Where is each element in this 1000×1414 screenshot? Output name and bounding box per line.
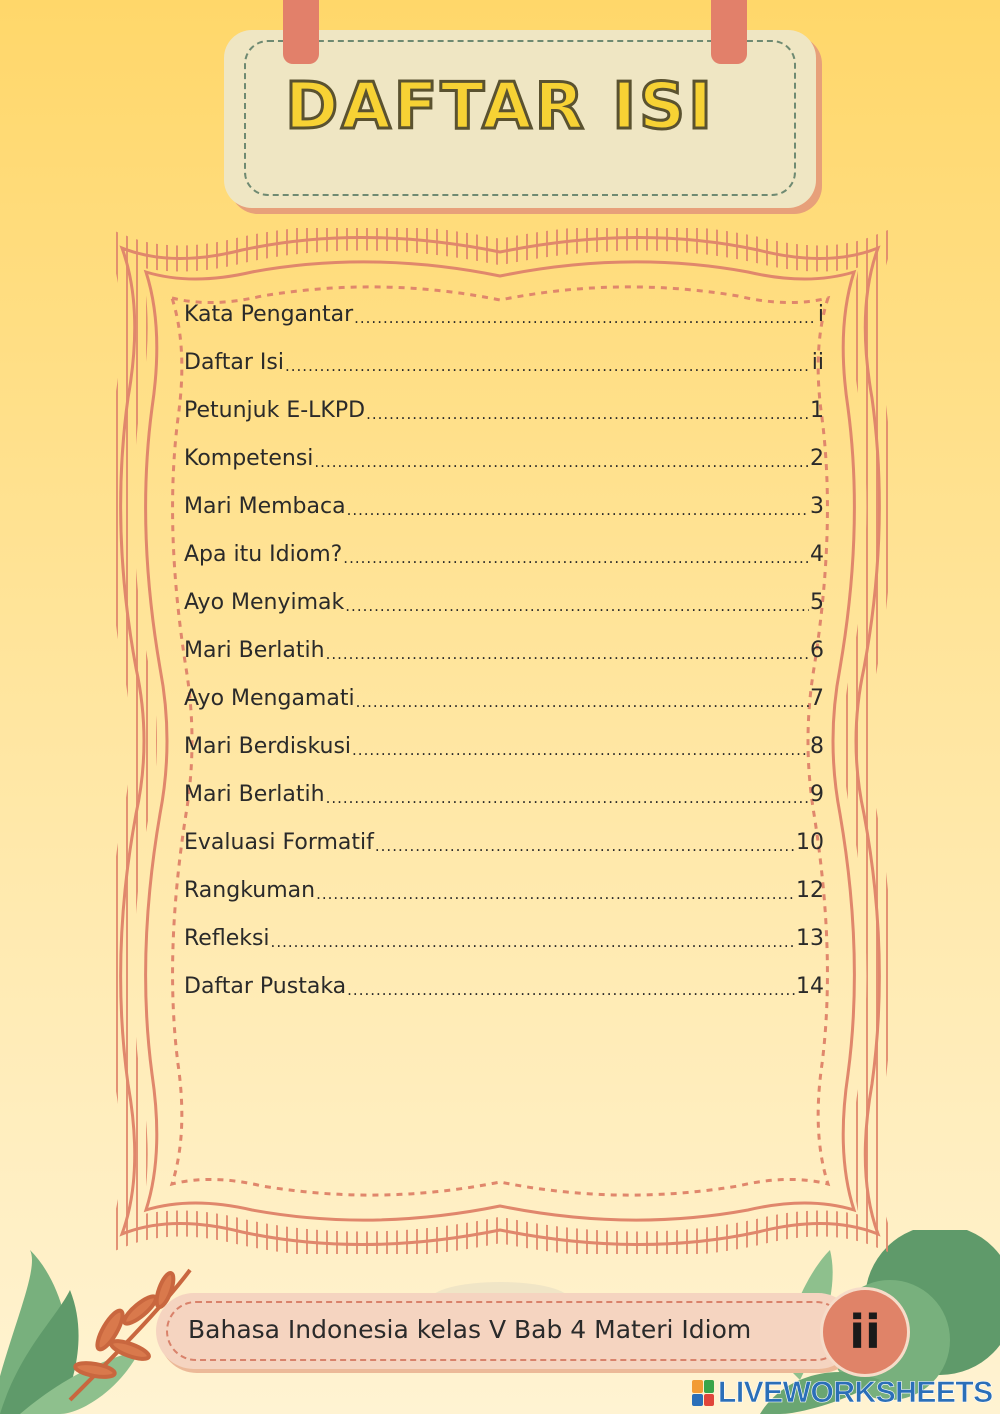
- toc-entry-page: 12: [796, 877, 824, 903]
- toc-entry-title: Apa itu Idiom?: [184, 541, 343, 567]
- toc-entry-page: 3: [810, 493, 824, 519]
- toc-entry-title: Daftar Isi: [184, 349, 284, 375]
- toc-entry-title: Rangkuman: [184, 877, 316, 903]
- toc-entry-page: 1: [810, 397, 824, 423]
- toc-dot-leader: [375, 829, 795, 855]
- toc-entry-title: Mari Berlatih: [184, 781, 325, 807]
- liveworksheets-watermark: [692, 1376, 993, 1410]
- toc-entry: [184, 386, 824, 434]
- toc-entry: [184, 338, 824, 386]
- toc-entry-title: Mari Membaca: [184, 493, 346, 519]
- toc-entry: [184, 866, 824, 914]
- footer-pill: [156, 1293, 856, 1369]
- toc-dot-leader: [352, 733, 809, 759]
- toc-dot-leader: [271, 925, 795, 951]
- toc-entry: [184, 914, 824, 962]
- toc-entry-page: 6: [810, 637, 824, 663]
- toc-dot-leader: [326, 637, 809, 663]
- toc-dot-leader: [285, 349, 811, 375]
- toc-entry-title: Mari Berdiskusi: [184, 733, 352, 759]
- toc-entry-page: 10: [796, 829, 824, 855]
- toc-entry: [184, 482, 824, 530]
- toc-dot-leader: [316, 877, 795, 903]
- toc-entry-page: 2: [810, 445, 824, 471]
- toc-entry-page: 7: [810, 685, 824, 711]
- toc-entry: [184, 578, 824, 626]
- toc-dot-leader: [314, 445, 809, 471]
- page-number-badge: ii: [820, 1287, 910, 1377]
- toc-entry: [184, 722, 824, 770]
- liveworksheets-logo-icon: [692, 1380, 714, 1406]
- toc-dot-leader: [356, 685, 809, 711]
- toc-entry: [184, 530, 824, 578]
- toc-entry-page: ii: [811, 349, 824, 375]
- toc-entry: [184, 434, 824, 482]
- toc-entry-page: 5: [810, 589, 824, 615]
- toc-entry-title: Ayo Mengamati: [184, 685, 355, 711]
- toc-entry: [184, 770, 824, 818]
- toc-entry-title: Kompetensi: [184, 445, 314, 471]
- table-of-contents: [184, 290, 824, 1010]
- toc-entry-title: Refleksi: [184, 925, 270, 951]
- toc-entry: [184, 626, 824, 674]
- toc-entry-page: 14: [796, 973, 824, 999]
- toc-entry-page: i: [817, 301, 824, 327]
- sign-hanger-right: [711, 0, 747, 64]
- toc-entry-title: Kata Pengantar: [184, 301, 354, 327]
- toc-entry-title: Daftar Pustaka: [184, 973, 347, 999]
- footer-subject: Bahasa Indonesia kelas V Bab 4 Materi Idiom: [188, 1315, 752, 1344]
- sign-hanger-left: [283, 0, 319, 64]
- toc-dot-leader: [347, 493, 809, 519]
- toc-dot-leader: [366, 397, 809, 423]
- toc-dot-leader: [343, 541, 809, 567]
- toc-entry-page: 8: [810, 733, 824, 759]
- toc-entry: [184, 290, 824, 338]
- toc-entry-title: Ayo Menyimak: [184, 589, 345, 615]
- toc-dot-leader: [354, 301, 817, 327]
- page-title: DAFTAR ISI: [285, 70, 715, 144]
- toc-entry-title: Evaluasi Formatif: [184, 829, 374, 855]
- toc-entry: [184, 674, 824, 722]
- toc-entry: [184, 962, 824, 1010]
- toc-entry-page: 4: [810, 541, 824, 567]
- watermark-text: LIVEWORKSHEETS: [718, 1376, 993, 1409]
- toc-entry-page: 13: [796, 925, 824, 951]
- toc-entry: [184, 818, 824, 866]
- toc-dot-leader: [345, 589, 809, 615]
- toc-entry-title: Mari Berlatih: [184, 637, 325, 663]
- toc-dot-leader: [347, 973, 795, 999]
- toc-dot-leader: [326, 781, 809, 807]
- toc-entry-title: Petunjuk E-LKPD: [184, 397, 366, 423]
- toc-entry-page: 9: [810, 781, 824, 807]
